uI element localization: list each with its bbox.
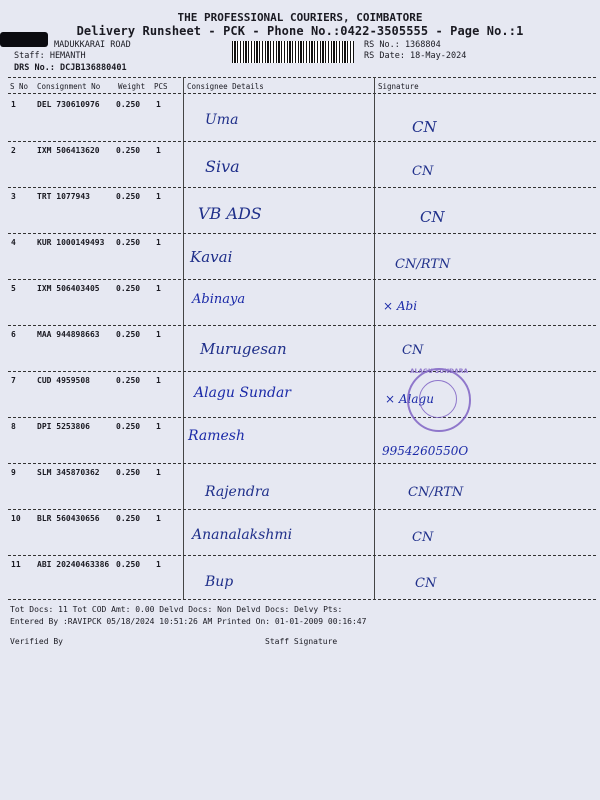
address-line: MADUKKARAI ROAD [54,40,131,50]
col-header-signature: Signature [378,82,419,91]
row-signature-handwriting: CN [415,576,437,591]
row-pcs: 1 [156,422,161,431]
row-weight: 0.250 [116,468,141,477]
row-weight: 0.250 [116,422,141,431]
row-weight: 0.250 [116,560,141,569]
row-sno: 9 [11,468,16,477]
row-divider [8,509,596,510]
row-signature-handwriting: CN [412,118,437,136]
runsheet-title: Delivery Runsheet - PCK - Phone No.:0422-3505555 - Page No.:1 [76,24,524,38]
row-pcs: 1 [156,514,161,523]
row-weight: 0.250 [116,100,141,109]
barcode [232,41,354,63]
row-signature-handwriting: CN [402,343,424,358]
rs-number: RS No.: 1368804 [364,40,441,50]
row-divider [8,279,596,280]
drs-number: DRS No.: DCJB136880401 [14,63,127,73]
row-consignee-handwriting: Kavai [190,248,233,266]
row-consignment: SLM 345870362 [37,468,100,477]
row-consignee-handwriting: Ananalakshmi [192,527,293,543]
row-consignee-handwriting: Alagu Sundar [194,385,291,401]
row-pcs: 1 [156,376,161,385]
row-signature-handwriting: 9954260550O [382,444,469,458]
row-sno: 1 [11,100,16,109]
row-sno: 8 [11,422,16,431]
row-signature-handwriting: CN/RTN [395,257,451,272]
row-pcs: 1 [156,238,161,247]
row-sno: 3 [11,192,16,201]
row-consignment: TRT 1077943 [37,192,90,201]
col-header-consignment: Consignment No [37,82,101,91]
row-sno: 11 [11,560,21,569]
row-weight: 0.250 [116,376,141,385]
row-consignee-handwriting: Ramesh [188,428,245,444]
col-header-sno: S No [10,82,29,91]
stamp-inner-ring [419,380,457,418]
row-weight: 0.250 [116,284,141,293]
row-weight: 0.250 [116,192,141,201]
row-pcs: 1 [156,192,161,201]
company-title: THE PROFESSIONAL COURIERS, COIMBATORE [177,11,423,24]
row-sno: 6 [11,330,16,339]
row-consignee-handwriting: Siva [205,157,240,176]
row-consignment: ABI 20240463386 [37,560,110,569]
row-pcs: 1 [156,146,161,155]
row-sno: 10 [11,514,21,523]
row-signature-handwriting: × Abi [383,299,418,313]
row-divider [8,233,596,234]
row-consignee-handwriting: Bup [205,574,234,590]
row-consignment: CUD 4959508 [37,376,90,385]
row-signature-handwriting: CN [420,208,445,226]
row-signature-handwriting: × Alagu [385,392,434,406]
row-consignee-handwriting: VB ADS [198,204,262,223]
row-sno: 7 [11,376,16,385]
row-pcs: 1 [156,560,161,569]
row-divider [8,599,596,600]
row-pcs: 1 [156,100,161,109]
row-divider [8,325,596,326]
row-pcs: 1 [156,284,161,293]
row-consignment: IXM 506413620 [37,146,100,155]
redaction-mark [0,32,48,47]
row-consignment: IXM 506403405 [37,284,100,293]
row-weight: 0.250 [116,514,141,523]
row-signature-handwriting: CN [412,164,434,179]
row-sno: 2 [11,146,16,155]
row-divider [8,371,596,372]
row-consignee-handwriting: Murugesan [200,340,287,358]
row-consignment: MAA 944898663 [37,330,100,339]
entered-by-line: Entered By :RAVIPCK 05/18/2024 10:51:26 AM Printed On: 01-01-2009 00:16:47 [10,617,367,626]
row-pcs: 1 [156,468,161,477]
column-divider-consignee [183,77,184,599]
row-weight: 0.250 [116,146,141,155]
row-weight: 0.250 [116,238,141,247]
row-consignment: BLR 560430656 [37,514,100,523]
row-divider [8,141,596,142]
rs-date: RS Date: 18-May-2024 [364,51,467,61]
col-header-weight: Weight [118,82,146,91]
row-pcs: 1 [156,330,161,339]
row-consignment: DPI 5253806 [37,422,90,431]
row-signature-handwriting: CN [412,530,434,545]
row-sno: 5 [11,284,16,293]
stamp-text: ALAGU SUNDARA [409,368,469,375]
row-signature-handwriting: CN/RTN [408,485,464,500]
row-divider [8,555,596,556]
delivery-stamp [407,368,471,432]
col-header-pcs: PCS [154,82,168,91]
row-consignee-handwriting: Rajendra [205,484,270,500]
row-divider [8,187,596,188]
row-consignment: DEL 730610976 [37,100,100,109]
row-weight: 0.250 [116,330,141,339]
row-consignee-handwriting: Abinaya [192,292,246,307]
column-divider-signature [374,77,375,599]
row-divider [8,463,596,464]
header-divider-top [8,77,596,78]
totals-line: Tot Docs: 11 Tot COD Amt: 0.00 Delvd Docs: Non Delvd Docs: Delvy Pts: [10,605,343,614]
row-consignment: KUR 1000149493 [37,238,105,247]
staff-signature-label: Staff Signature [265,637,338,646]
header-divider-bottom [8,93,596,94]
row-divider [8,417,596,418]
staff-name: Staff: HEMANTH [14,51,86,61]
col-header-consignee: Consignee Details [187,82,264,91]
row-consignee-handwriting: Uma [205,112,239,128]
row-sno: 4 [11,238,16,247]
verified-by-label: Verified By [10,637,63,646]
